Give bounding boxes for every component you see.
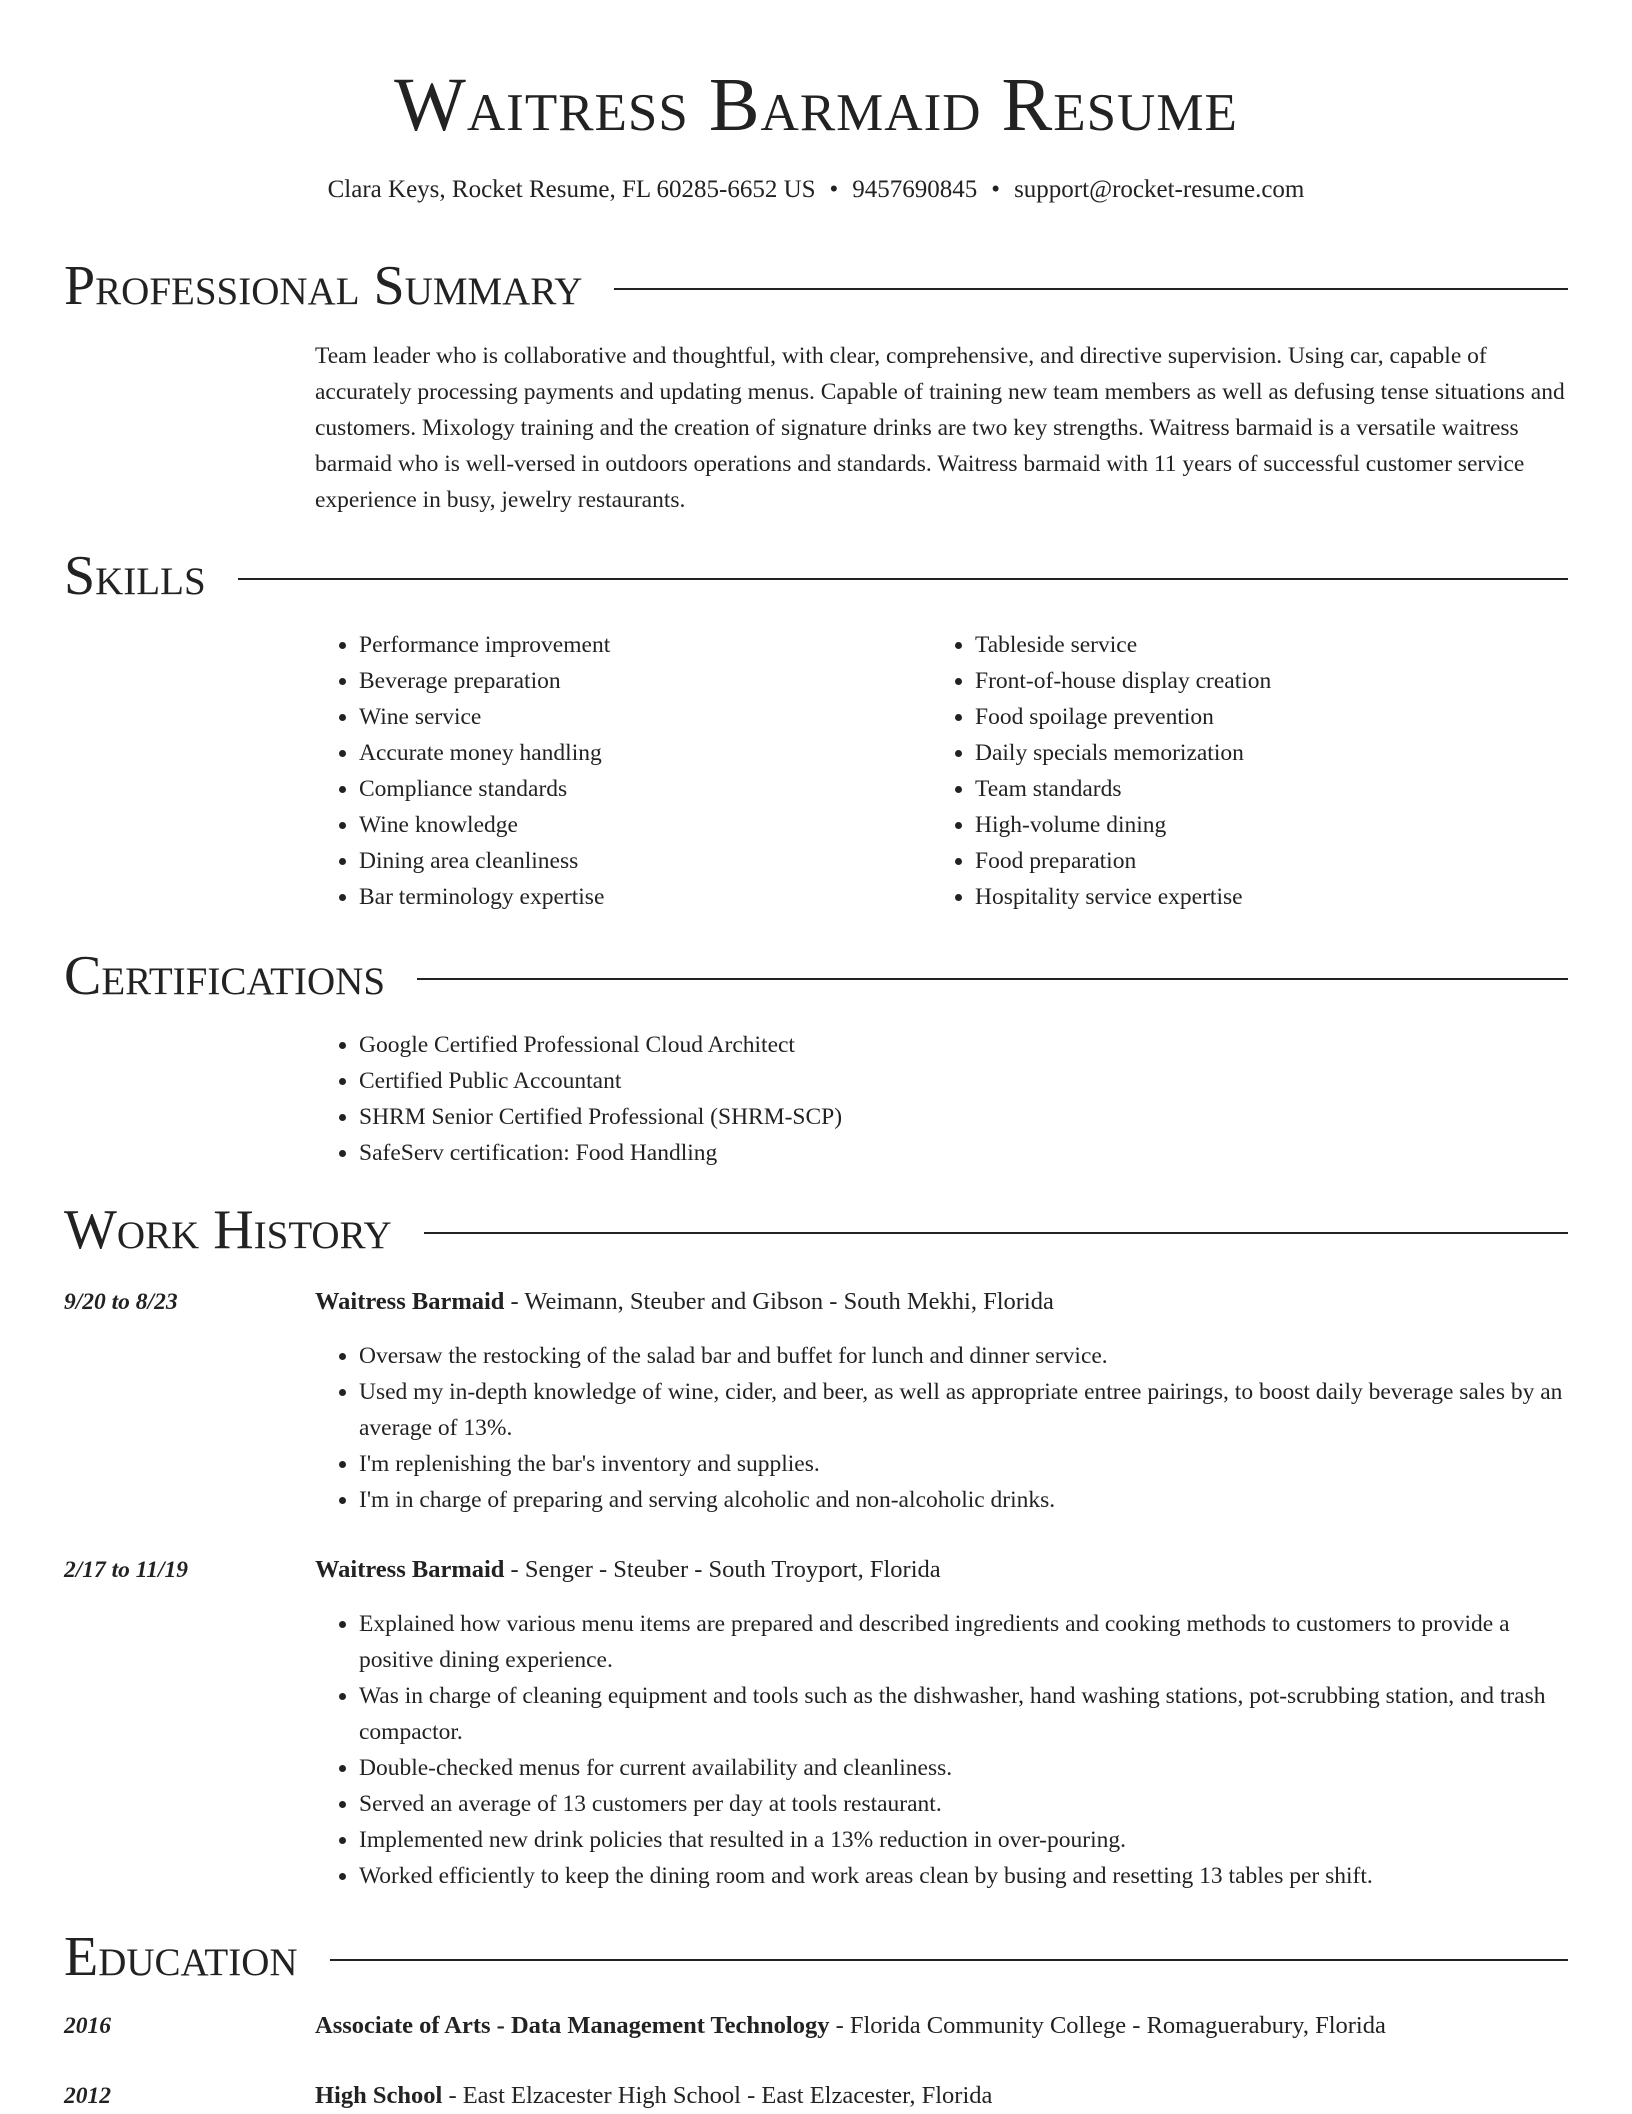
job-heading xyxy=(315,1284,1054,1320)
job-bullets xyxy=(315,1606,1571,1894)
job-bullet: • Worked efficiently to keep the dining room and work areas clean by busing and resetting 13 tables per shift. xyxy=(359,1858,1571,1894)
job-dates: 9/20 to 8/23 xyxy=(64,1289,178,1315)
education-school-location: - East Elzacester High School - East Elzacester, Florida xyxy=(442,2082,993,2109)
education-school-location: - Florida Community College - Romaguerabury, Florida xyxy=(829,2012,1386,2039)
resume-title: Waitress Barmaid Resume xyxy=(394,63,1238,147)
skill-item: • Wine service xyxy=(359,699,915,735)
contact-email: support@rocket-resume.com xyxy=(1014,176,1305,203)
certifications-list xyxy=(315,1027,1571,1171)
certification-item: • SafeServ certification: Food Handling xyxy=(359,1135,1571,1171)
section-divider xyxy=(238,578,1568,580)
contact-address: Clara Keys, Rocket Resume, FL 60285-6652 US xyxy=(327,176,816,203)
skill-item: • Daily specials memorization xyxy=(975,735,1571,771)
skills-column-right xyxy=(931,627,1571,915)
skill-item: • Hospitality service expertise xyxy=(975,879,1571,915)
section-divider xyxy=(424,1232,1568,1234)
skill-item: • High-volume dining xyxy=(975,807,1571,843)
skill-item: • Tableside service xyxy=(975,627,1571,663)
skill-item: • Accurate money handling xyxy=(359,735,915,771)
skill-item: • Front-of-house display creation xyxy=(975,663,1571,699)
skill-item: • Food preparation xyxy=(975,843,1571,879)
job-bullet: • I'm in charge of preparing and serving alcoholic and non-alcoholic drinks. xyxy=(359,1482,1571,1518)
education-degree: Associate of Arts - Data Management Technology xyxy=(315,2012,830,2039)
contact-line xyxy=(0,174,1632,206)
section-header-work-history xyxy=(64,1198,1568,1262)
job-bullets xyxy=(315,1338,1571,1518)
certification-item: • Certified Public Accountant xyxy=(359,1063,1571,1099)
section-heading: Education xyxy=(64,1926,298,1988)
contact-separator: • xyxy=(991,176,1001,203)
education-year: 2012 xyxy=(64,2083,111,2109)
job-title: Waitress Barmaid xyxy=(315,1288,505,1315)
education-heading xyxy=(315,2078,992,2114)
skill-item: • Dining area cleanliness xyxy=(359,843,915,879)
job-employer-location: - Weimann, Steuber and Gibson - South Mekhi, Florida xyxy=(504,1288,1054,1315)
section-heading: Work History xyxy=(64,1199,392,1261)
education-degree: High School xyxy=(315,2082,443,2109)
certification-item: • SHRM Senior Certified Professional (SHRM-SCP) xyxy=(359,1099,1571,1135)
summary-text: Team leader who is collaborative and thoughtful, with clear, comprehensive, and directive supervision. Using car, capable of accurately processing payments and updating menus. Capable of training new team members as well as defusing tense situations and customers. Mixology training and the creation of signature drinks are two key strengths. Waitress barmaid is a versatile waitress barmaid who is well-versed in outdoors operations and standards. Waitress barmaid with 11 years of successful customer service experience in busy, jewelry restaurants. xyxy=(315,343,1565,513)
skill-item: • Bar terminology expertise xyxy=(359,879,915,915)
job-bullet: • Was in charge of cleaning equipment and tools such as the dishwasher, hand washing stations, pot-scrubbing station, and trash compactor. xyxy=(359,1678,1571,1750)
skill-item: • Food spoilage prevention xyxy=(975,699,1571,735)
contact-separator: • xyxy=(829,176,839,203)
contact-phone: 9457690845 xyxy=(852,176,978,203)
job-title: Waitress Barmaid xyxy=(315,1556,505,1583)
education-heading xyxy=(315,2008,1386,2044)
skill-item: • Team standards xyxy=(975,771,1571,807)
section-divider xyxy=(330,1959,1568,1961)
skill-item: • Wine knowledge xyxy=(359,807,915,843)
skill-item: • Compliance standards xyxy=(359,771,915,807)
job-dates: 2/17 to 11/19 xyxy=(64,1557,189,1583)
job-bullet: • Double-checked menus for current availability and cleanliness. xyxy=(359,1750,1571,1786)
job-employer-location: - Senger - Steuber - South Troyport, Florida xyxy=(504,1556,941,1583)
job-bullet: • I'm replenishing the bar's inventory and supplies. xyxy=(359,1446,1571,1482)
section-divider xyxy=(614,288,1568,290)
job-bullet: • Implemented new drink policies that resulted in a 13% reduction in over-pouring. xyxy=(359,1822,1571,1858)
skill-item: • Performance improvement xyxy=(359,627,915,663)
education-year: 2016 xyxy=(64,2013,111,2039)
job-bullet: • Used my in-depth knowledge of wine, cider, and beer, as well as appropriate entree pairings, to boost daily beverage sales by an average of 13%. xyxy=(359,1374,1571,1446)
skills-column-left xyxy=(315,627,915,915)
section-header-skills xyxy=(64,544,1568,608)
job-bullet: • Explained how various menu items are prepared and described ingredients and cooking methods to customers to provide a positive dining experience. xyxy=(359,1606,1571,1678)
job-bullet: • Served an average of 13 customers per day at tools restaurant. xyxy=(359,1786,1571,1822)
section-header-summary xyxy=(64,254,1568,318)
section-heading: Professional Summary xyxy=(64,255,583,317)
section-divider xyxy=(417,978,1568,980)
job-bullet: • Oversaw the restocking of the salad bar and buffet for lunch and dinner service. xyxy=(359,1338,1571,1374)
section-heading: Certifications xyxy=(64,945,386,1007)
skill-item: • Beverage preparation xyxy=(359,663,915,699)
section-header-education xyxy=(64,1925,1568,1989)
section-heading: Skills xyxy=(64,545,206,607)
section-header-certifications xyxy=(64,944,1568,1008)
certification-item: • Google Certified Professional Cloud Architect xyxy=(359,1027,1571,1063)
job-heading xyxy=(315,1552,941,1588)
